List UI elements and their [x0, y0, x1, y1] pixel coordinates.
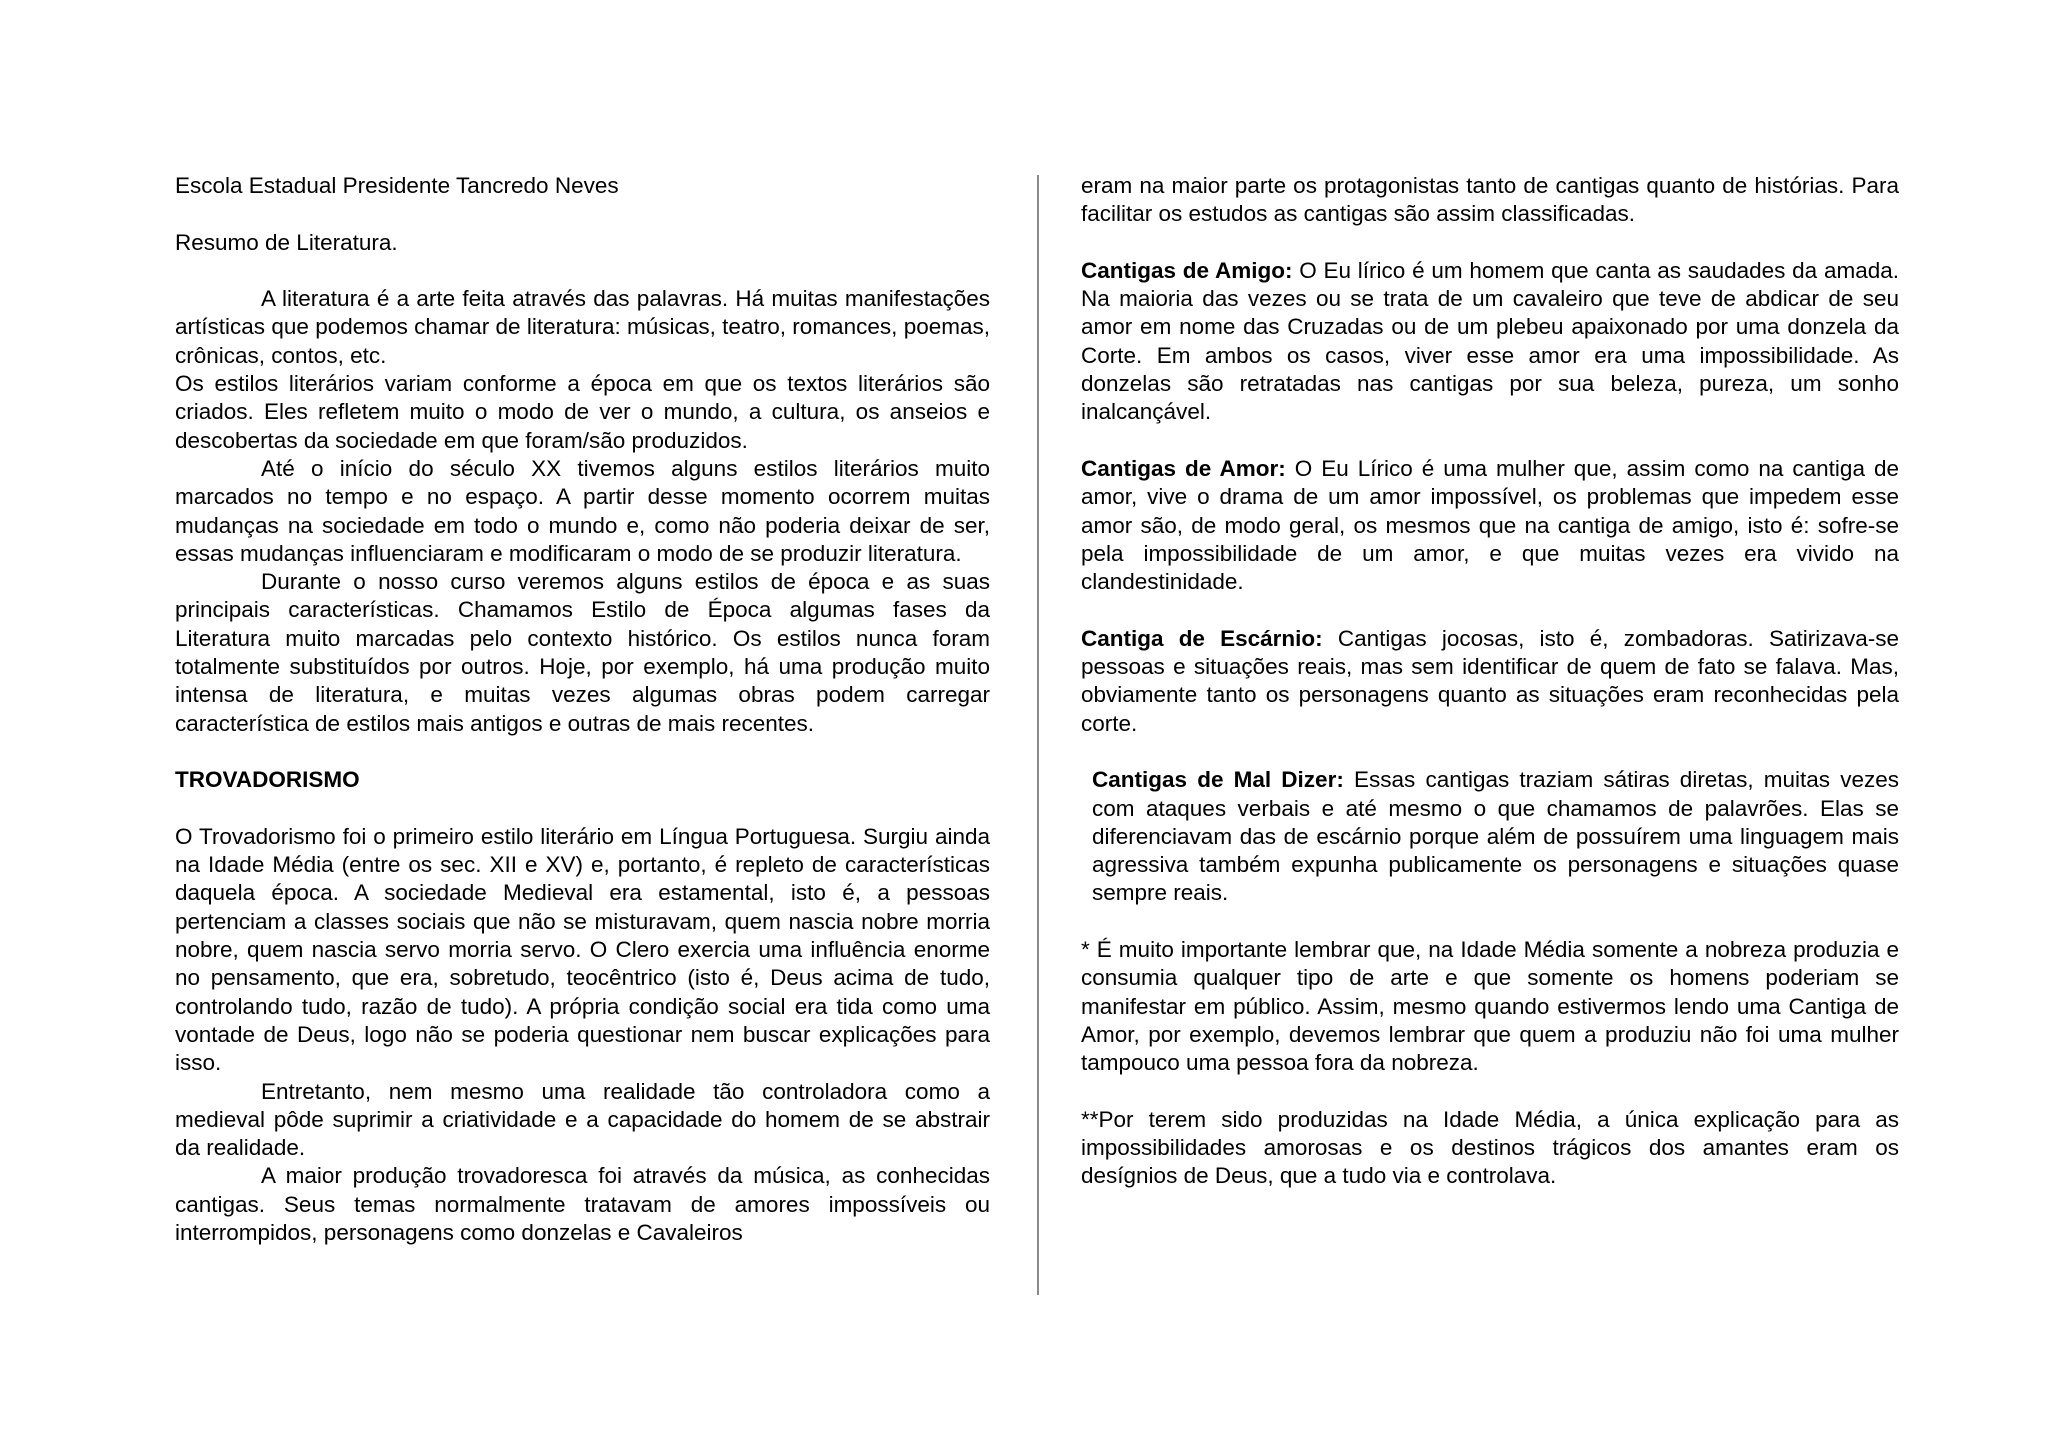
column-divider: [1037, 175, 1039, 1295]
cantigas-amigo-text: O Eu lírico é um homem que canta as saudades da amada. Na maioria das vezes ou se trata de um cavaleiro que teve de abdicar de seu amor em nome das Cruzadas ou de um plebeu apaixonado por uma donzela da Corte. Em ambos os casos, viver esse amor era uma impossibilidade. As donzelas são retratadas nas cantigas por sua beleza, pureza, um sonho inalcançável.: [1081, 257, 1899, 425]
note-nobreza: * É muito importante lembrar que, na Idade Média somente a nobreza produzia e consumia qualquer tipo de arte e que somente os homens poderiam se manifestar em público. Assim, mesmo quando estivermos lendo uma Cantiga de Amor, por exemplo, devemos lembrar que quem a produziu não foi uma mulher tampouco uma pessoa fora da nobreza.: [1081, 937, 1899, 1076]
trovadorismo-paragraph-1: O Trovadorismo foi o primeiro estilo literário em Língua Portuguesa. Surgiu ainda na Idade Média (entre os sec. XII e XV) e, portanto, é repleto de características daquela época. A sociedade Medieval era estamental, isto é, a pessoas pertenciam a classes sociais que não se misturavam, quem nascia nobre morria nobre, quem nascia servo morria servo. O Clero exercia uma influência enorme no pensamento, que era, sobretudo, teocêntrico (isto é, Deus acima de tudo, controlando tudo, razão de tudo). A própria condição social era tida como uma vontade de Deus, logo não se poderia questionar nem buscar explicações para isso.: [175, 823, 990, 1076]
cantiga-escarnio-text: Cantigas jocosas, isto é, zombadoras. Satirizava-se pessoas e situações reais, mas sem identificar de quem de fato se falava. Mas, obviamente tanto os personagens quanto as situações eram reconhecidas pela corte.: [1081, 625, 1899, 736]
trovadorismo-paragraph-3: A maior produção trovadoresca foi através da música, as conhecidas cantigas. Seus temas normalmente tratavam de amores impossíveis ou interrompidos, personagens como donzelas e Cavaleiros: [175, 1163, 990, 1245]
section-heading: TROVADORISMO: [175, 767, 360, 793]
cantigas-maldizer-paragraph: [1081, 766, 1899, 907]
intro-paragraph-4: Durante o nosso curso veremos alguns estilos de época e as suas principais características. Chamamos Estilo de Época algumas fases da Literatura muito marcadas pelo contexto histórico. Os estilos nunca foram totalmente substituídos por outros. Hoje, por exemplo, há uma produção muito intensa de literatura, e muitas vezes algumas obras podem carregar característica de estilos mais antigos e outras de mais recentes.: [175, 569, 990, 736]
cantigas-amigo-paragraph: [1081, 257, 1899, 427]
intro-paragraph-3: Até o início do século XX tivemos alguns estilos literários muito marcados no tempo e no espaço. A partir desse momento ocorrem muitas mudanças na sociedade em todo o mundo e, como não poderia deixar de ser, essas mudanças influenciaram e modificaram o modo de se produzir literatura.: [175, 455, 990, 566]
continuation-paragraph: eram na maior parte os protagonistas tanto de cantigas quanto de histórias. Para facilitar os estudos as cantigas são assim classificadas.: [1081, 173, 1899, 227]
cantigas-amor-text: O Eu Lírico é uma mulher que, assim como na cantiga de amor, vive o drama de um amor impossível, os problemas que impedem esse amor são, de modo geral, os mesmos que na cantiga de amigo, isto é: sofre-se pela impossibilidade de um amor, e que muitas vezes era vivido na clandestinidade.: [1081, 455, 1899, 595]
left-column: [175, 172, 990, 1247]
cantigas-amor-paragraph: [1081, 455, 1899, 596]
cantiga-escarnio-paragraph: [1081, 625, 1899, 738]
cantiga-escarnio-title: Cantiga de Escárnio:: [1081, 625, 1323, 651]
intro-paragraph-1: A literatura é a arte feita através das palavras. Há muitas manifestações artísticas que podemos chamar de literatura: músicas, teatro, romances, poemas, crônicas, contos, etc.: [175, 286, 990, 368]
cantigas-maldizer-title: Cantigas de Mal Dizer:: [1092, 767, 1344, 793]
cantigas-amor-title: Cantigas de Amor:: [1081, 455, 1286, 481]
school-name: Escola Estadual Presidente Tancredo Neves: [175, 173, 619, 198]
document-subtitle: Resumo de Literatura.: [175, 229, 398, 255]
intro-paragraph-2: Os estilos literários variam conforme a época em que os textos literários são criados. Eles refletem muito o modo de ver o mundo, a cultura, os anseios e descobertas da sociedade em que foram/são produzidos.: [175, 371, 990, 453]
cantigas-maldizer-text: Essas cantigas traziam sátiras diretas, muitas vezes com ataques verbais e até mesmo o que chamamos de palavrões. Elas se diferenciavam das de escárnio porque além de possuírem uma linguagem mais agressiva também expunha publicamente os personagens e situações quase sempre reais.: [1092, 767, 1899, 906]
note-desígnios: **Por terem sido produzidas na Idade Média, a única explicação para as impossibilidades amorosas e os destinos trágicos dos amantes eram os desígnios de Deus, que a tudo via e controlava.: [1081, 1106, 1899, 1189]
trovadorismo-paragraph-2: Entretanto, nem mesmo uma realidade tão controladora como a medieval pôde suprimir a criatividade e a capacidade do homem de se abstrair da realidade.: [175, 1078, 990, 1161]
right-column: [1081, 172, 1899, 1191]
cantigas-amigo-title: Cantigas de Amigo:: [1081, 257, 1293, 283]
